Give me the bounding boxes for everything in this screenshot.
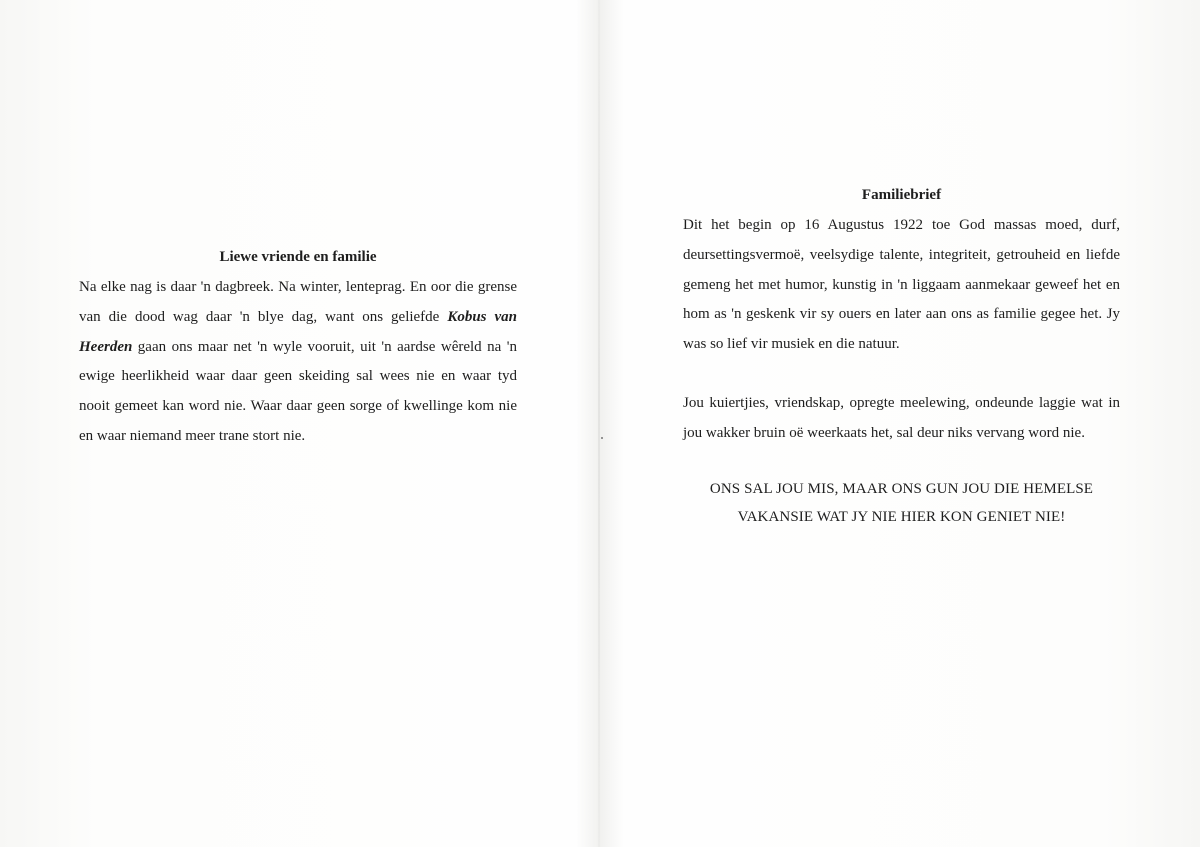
right-page-paragraph-1: Dit het begin op 16 Augustus 1922 toe God massas moed, durf, deursettingsvermoë, veelsydige talente, integriteit, getrouheid en liefde gemeng het met humor, kunstig in 'n liggaam aanmekaar geweef het en hom as 'n geskenk vir sy ouers en later aan ons as familie gegee het. Jy was so lief vir musiek en die natuur. — [683, 217, 1120, 353]
left-page-heading: Liewe vriende en familie — [219, 249, 377, 265]
right-page — [683, 184, 1120, 532]
left-page-paragraph — [79, 273, 517, 452]
paper-speck — [601, 437, 603, 439]
right-page-paragraph-2: Jou kuiertjies, vriendskap, opregte meelewing, ondeunde laggie wat in jou wakker bruin oë weerkaats het, sal deur niks vervang word nie. — [683, 394, 1120, 441]
left-page — [79, 246, 517, 452]
page-fold — [598, 0, 600, 847]
closing-line-2: VAKANSIE WAT JY NIE HIER KON GENIET NIE! — [737, 509, 1066, 526]
left-paragraph-intro: Na elke nag is daar 'n dagbreek. Na winter, lenteprag. En oor die grense van die dood wag daar 'n blye dag, want ons geliefde — [79, 279, 517, 325]
closing-line-1: ONS SAL JOU MIS, MAAR ONS GUN JOU DIE HEMELSE — [709, 480, 1094, 497]
closing-message — [683, 475, 1120, 532]
right-page-heading: Familiebrief — [861, 187, 942, 203]
paragraph-gap — [683, 360, 1120, 389]
left-paragraph-rest: gaan ons maar net 'n wyle vooruit, uit 'n aardse wêreld na 'n ewige heerlikheid waar daar geen skeiding sal wees nie en waar tyd nooit gemeet kan word nie. Waar daar geen sorge of kwellinge kom nie en waar niemand meer trane stort nie. — [79, 338, 517, 444]
deceased-name: Kobus van Heerden — [79, 308, 517, 355]
